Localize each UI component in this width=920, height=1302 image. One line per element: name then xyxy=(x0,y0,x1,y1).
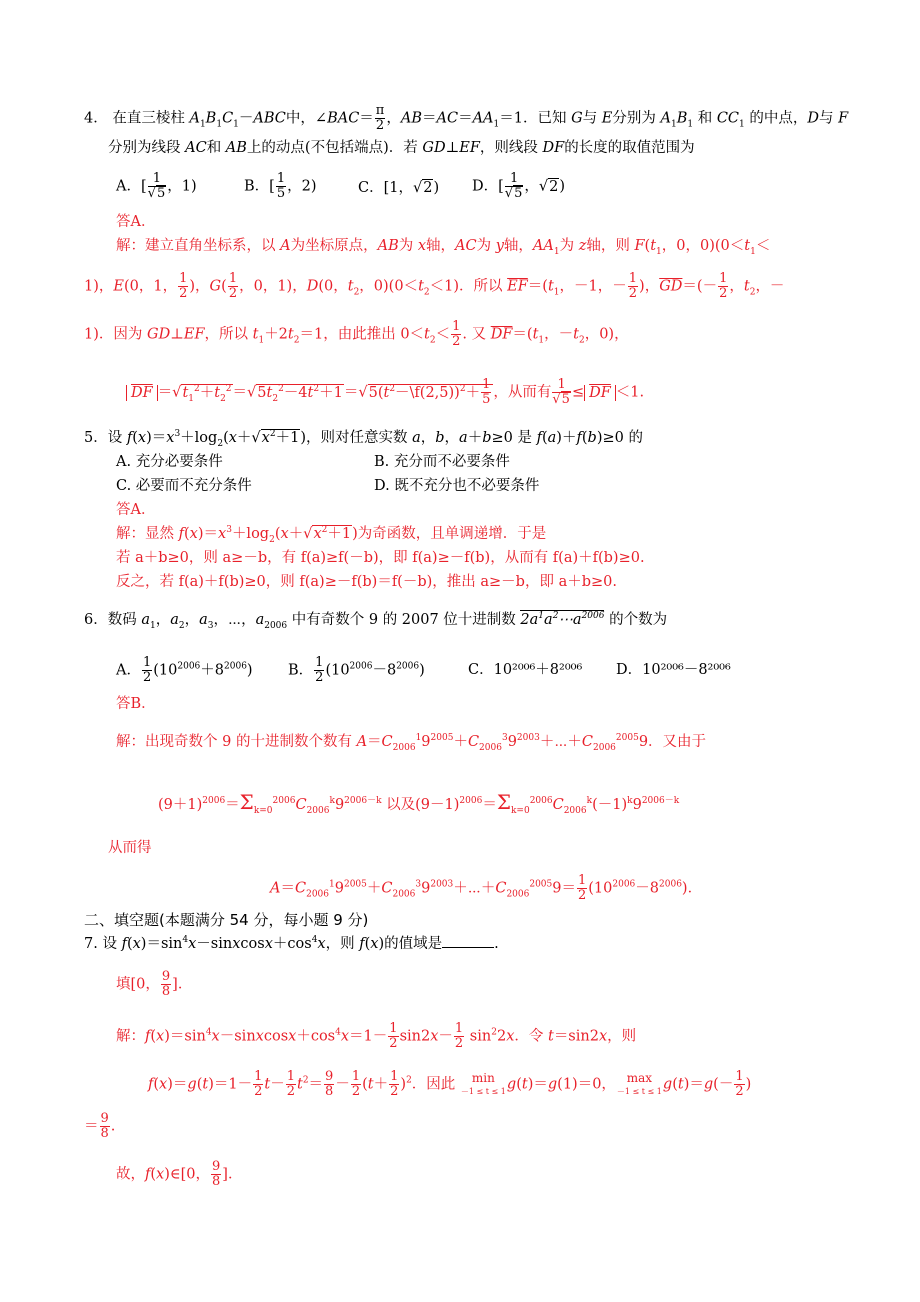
q7-number: 7. xyxy=(84,936,98,952)
q4-solution-line3: 1)．因为 GD⊥EF，所以 $t_1+2t_2=1$，由此推出 $0<t_2<$ $\frac{1}{2}$ . 又 $\overline{DF}=(t_1$，$-t_2$，0)， xyxy=(84,319,629,349)
q5-option-c: C. 必要而不充分条件 xyxy=(116,478,252,494)
q7-blank xyxy=(442,935,494,948)
pi-over-2: $\frac{\pi}{2}$ xyxy=(375,103,385,133)
q5-number: 5． xyxy=(84,430,108,446)
q4-solution-line1: 解：建立直角坐标系，以 A为坐标原点，AB为 x轴，AC为 y轴，$AA_1$为 z轴，则 $F(t_1$，0，$0)(0<t_1<$ xyxy=(116,238,771,257)
q7-solution-line2: f(x)＝g(t)＝1－ $\frac{1}{2}$ t－ $\frac{1}{2}$ $t^2=$ $\frac{9}{8}$ － $\frac{1}{2}$ (t＋ $\frac{1}{2}$ )$^2$．因此 min －1 ≤ t ≤ 1 g(t)＝g(1)＝0， max －1 ≤ t ≤ 1 g(t)＝g(－ $\frac{1}{2}$ ) xyxy=(148,1069,752,1099)
q6-option-d: D．10²⁰⁰⁶－8²⁰⁰⁶ xyxy=(616,662,731,678)
q6-option-c: C．10²⁰⁰⁶＋8²⁰⁰⁶ xyxy=(468,662,583,678)
q4-solution-line4: $\overline{DF}$ $=√t_1^2+t_2^2=√5t_2^2-4t^2+1=√5(t^2-\backslash f(2,5))^2+$ $\frac{1}{5}$ ，从而有 $\frac{1}{√5}$ ≤ $\overline{DF} <1$. xyxy=(126,378,644,407)
q4-stem-line2: 分别为线段 AC和 AB上的动点(不包括端点)．若 GD⊥EF，则线段 DF的长度的取值范围为 xyxy=(108,140,695,156)
q7-solution-line3: ＝ $\frac{9}{8}$ . xyxy=(84,1111,116,1141)
q4-option-c: C．[1，√2) xyxy=(358,180,440,196)
q5-solution-line2: 若 a＋b≥0，则 a≥－b，有 f(a)≥f(－b)，即 f(a)≥－f(b)，从而有 f(a)＋f(b)≥0. xyxy=(116,550,645,566)
q6-answer: 答B． xyxy=(116,696,156,712)
q5-stem: 5．设 $f(x)=x^3+\log_2(x+√x^2+1)$，则对任意实数 a，b，a＋b≥0 是 f(a)＋f(b)≥0 的 xyxy=(84,429,643,449)
q6-solution-line4: $A=C_{2006}^19^{2005}+C_{2006}^39^{2003}+\cdots+C_{2006}^{2005}9=$ $\frac{1}{2}$ $(10^{2006}-8^{2006})$． xyxy=(270,873,703,903)
q4-option-a: A．[ $\frac{1}{√5}$ ，1) xyxy=(116,171,197,201)
q6-number: 6． xyxy=(84,612,108,628)
q4-stem-line1: 4． 在直三棱柱 $A_1B_1C_1-ABC$中，∠BAC＝ $\frac{\pi}{2}$ ，$AB=AC=AA_1=1$．已知 G与 E分别为 $A_1B_1$ 和 $CC_1$ 的中点，D与 F xyxy=(84,103,849,133)
q5-option-d: D. 既不充分也不必要条件 xyxy=(374,478,540,494)
q6-number-overline: $2a^1a^2\cdots a^{2006}$ xyxy=(520,611,605,628)
q7-solution-line4: 故，f(x)∈[0， $\frac{9}{8}$ ]． xyxy=(116,1159,243,1189)
q5-option-b: B. 充分而不必要条件 xyxy=(374,454,510,470)
q7-answer: 填[0， $\frac{9}{8}$ ]． xyxy=(116,969,193,999)
section-2-title: 二、填空题(本题满分 54 分，每小题 9 分) xyxy=(84,911,369,929)
q6-option-a: A． $\frac{1}{2}$ $(10^{2006}+8^{2006})$ xyxy=(116,655,253,685)
q7-solution-line1: 解：$f(x)=\sin^4x-sinxcosx+\cos^4x=1-$ $\frac{1}{2}$ sin2x－ $\frac{1}{2}$ $\sin^22x$．令 t＝sin2x，则 xyxy=(116,1021,637,1051)
q6-stem: 6．数码 $a_1$，$a_2$，$a_3$，⋯，$a_{2006}$ 中有奇数个 9 的 2007 位十进制数 $2a^1a^2\cdots a^{2006}$ 的个数为 xyxy=(84,611,668,631)
q4-number: 4． xyxy=(84,110,108,127)
q4-answer: 答A． xyxy=(116,214,156,230)
q6-solution-line1: 解：出现奇数个 9 的十进制数个数有 $A=C_{2006}^19^{2005}+C_{2006}^39^{2003}+\cdots+C_{2006}^{2005}9$．又由于 xyxy=(116,733,707,753)
q5-solution-line1: 解：显然 $f(x)=x^3+\log_2(x+√x^2+1)$为奇函数，且单调递增．于是 xyxy=(116,525,547,545)
q5-answer: 答A． xyxy=(116,502,156,518)
q7-stem: 7. 设 $f(x)=\sin^4x-sinxcosx+\cos^4x$，则 f(x)的值域是 . xyxy=(84,935,499,952)
q6-solution-line3: 从而得 xyxy=(108,840,152,856)
q6-option-b: B． $\frac{1}{2}$ $(10^{2006}-8^{2006})$ xyxy=(288,655,425,685)
q5-option-a: A. 充分必要条件 xyxy=(116,454,223,470)
q5-solution-line3: 反之，若 f(a)＋f(b)≥0，则 f(a)≥－f(b)＝f(－b)，推出 a≥－b，即 a＋b≥0. xyxy=(116,574,617,590)
q4-option-d: D．[ $\frac{1}{√5}$ ，√2) xyxy=(472,171,566,201)
q6-solution-line2: $(9+1)^{2006}=\Sigma_{k=0}^{2006}C_{2006}^k9^{2006-k}$ 以及$(9-1)^{2006}=\Sigma_{k=0}^{2006}C_{2006}^k(-1)^k9^{2006-k}$ xyxy=(158,790,680,816)
q4-solution-line2: 1)，E(0，1， $\frac{1}{2}$ )，G( $\frac{1}{2}$ ，0，1)，D(0，$t_2$，$0)(0<t_2<1)$．所以 $\overline{EF}=(t_1$，－1，－ $\frac{1}{2}$ )，$\overline{GD}=(-$ $\frac{1}{2}$ ，$t_2$，－ xyxy=(84,271,785,301)
q4-option-b: B．[ $\frac{1}{5}$ ，2) xyxy=(244,171,317,201)
